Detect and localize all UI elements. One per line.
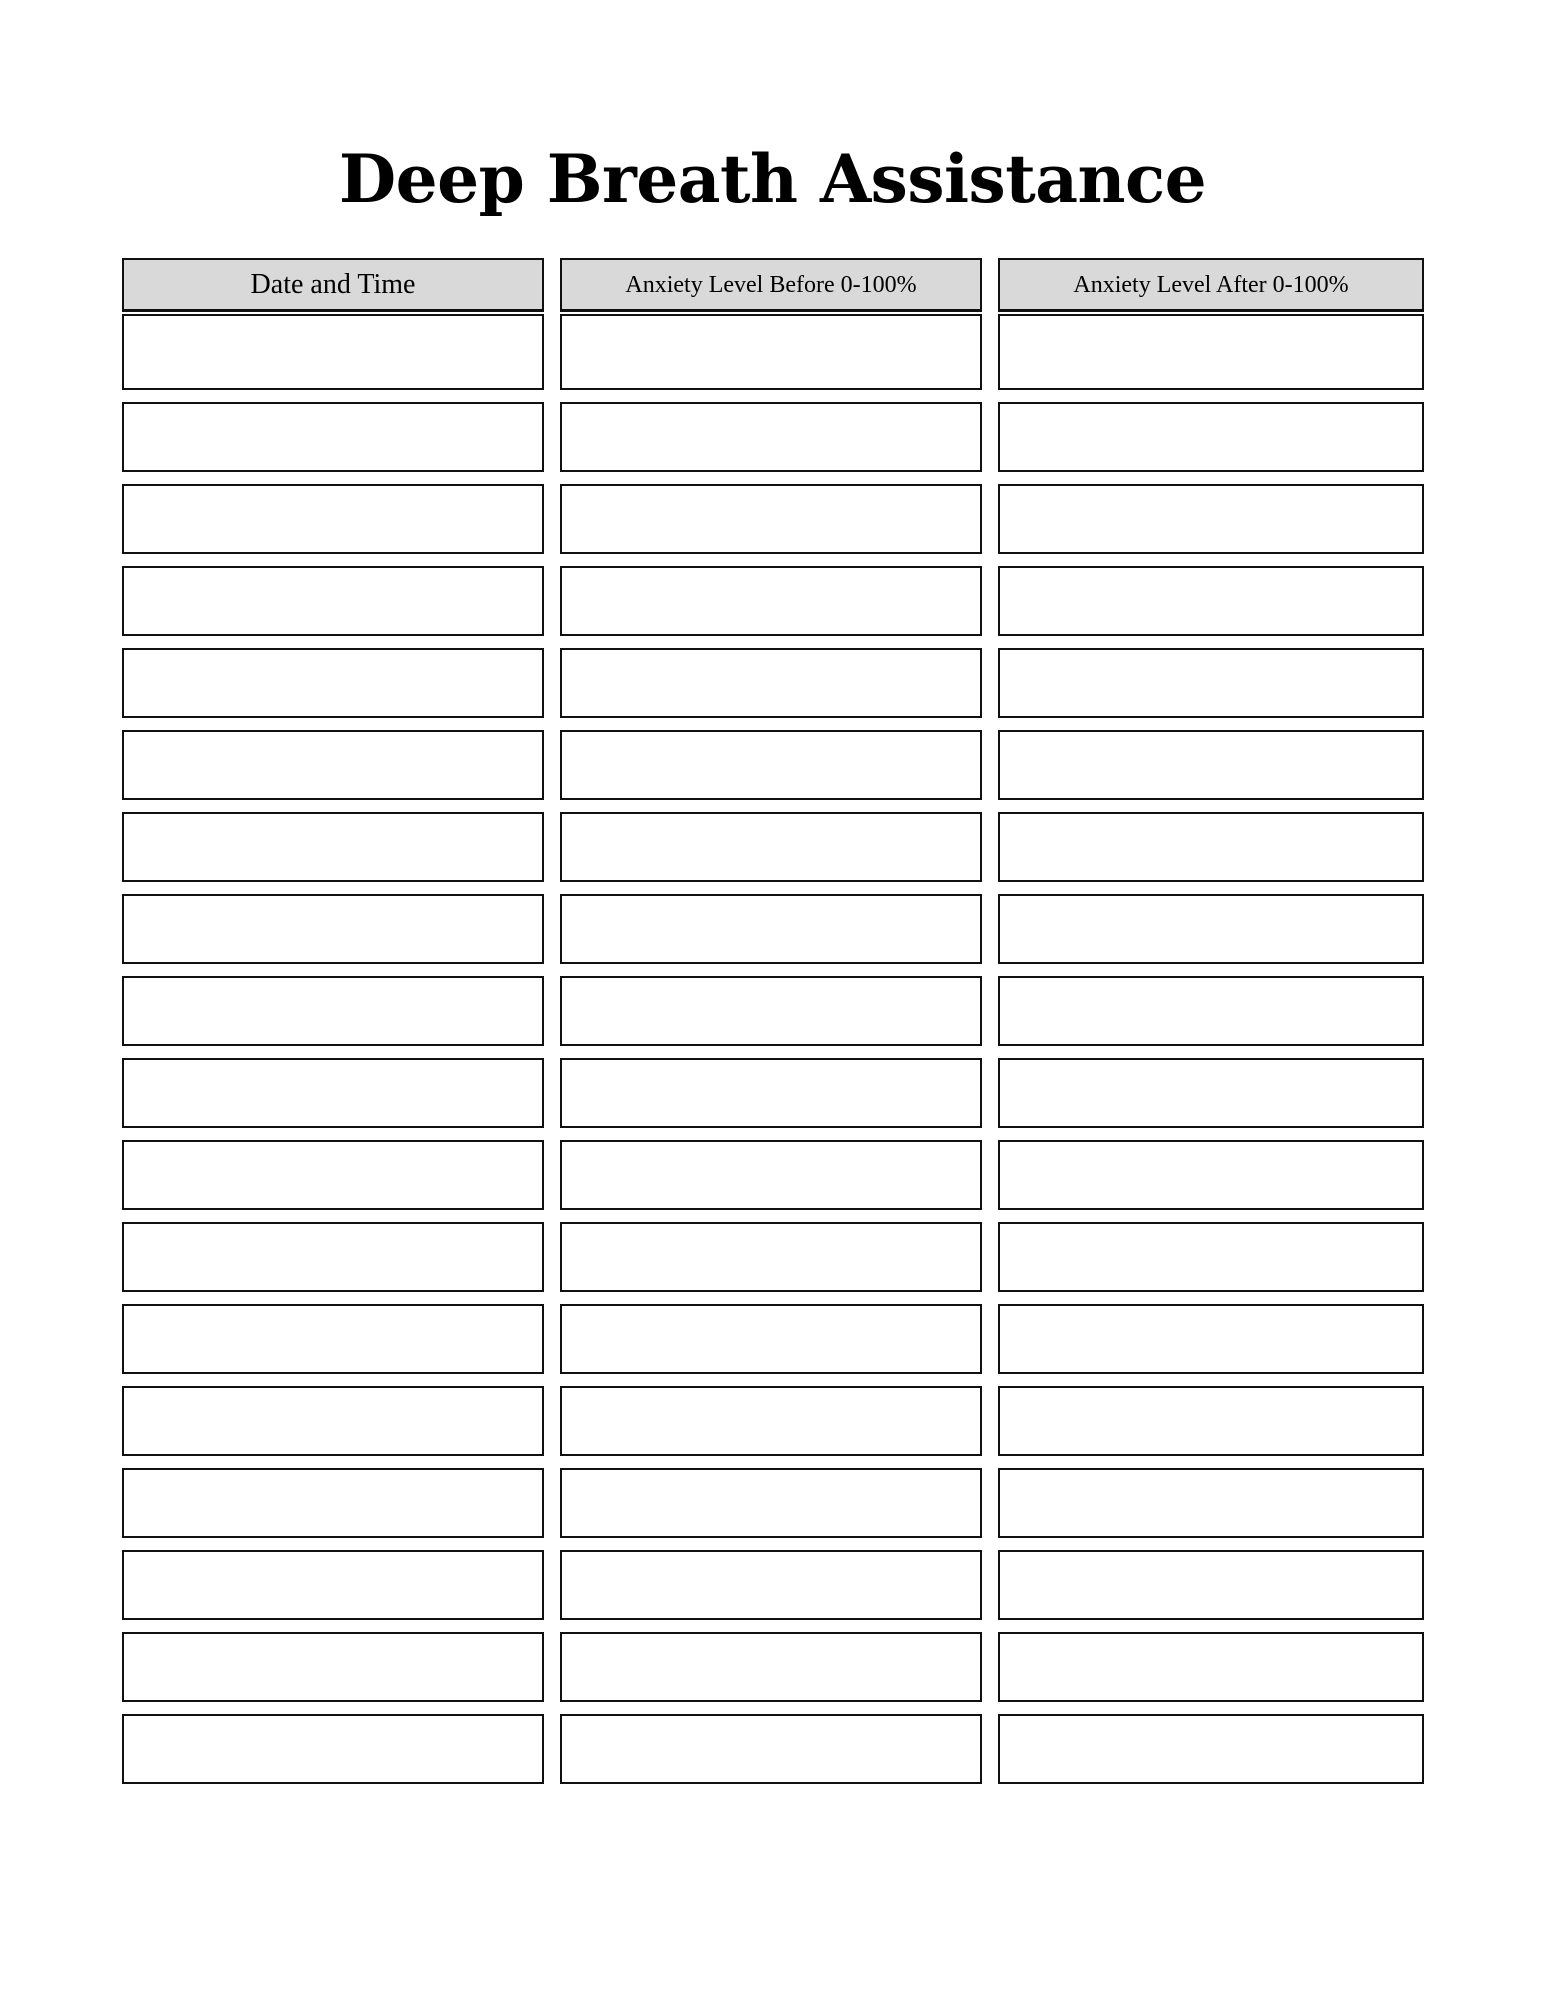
- table-cell-anxiety_level_after[interactable]: [998, 1058, 1424, 1128]
- table-cell-anxiety_level_before[interactable]: [560, 1550, 982, 1620]
- table-row: [122, 894, 1424, 964]
- table-cell-anxiety_level_after[interactable]: [998, 648, 1424, 718]
- table-cell-anxiety_level_after[interactable]: [998, 730, 1424, 800]
- table-cell-date_time[interactable]: [122, 812, 544, 882]
- table-cell-anxiety_level_before[interactable]: [560, 1386, 982, 1456]
- table-cell-anxiety_level_before[interactable]: [560, 566, 982, 636]
- table-cell-anxiety_level_after[interactable]: [998, 812, 1424, 882]
- table-cell-date_time[interactable]: [122, 894, 544, 964]
- table-cell-date_time[interactable]: [122, 730, 544, 800]
- table-row: [122, 1386, 1424, 1456]
- table-cell-anxiety_level_before[interactable]: [560, 484, 982, 554]
- table-cell-date_time[interactable]: [122, 484, 544, 554]
- table-row: [122, 402, 1424, 472]
- table-cell-date_time[interactable]: [122, 1550, 544, 1620]
- table-cell-anxiety_level_before[interactable]: [560, 1468, 982, 1538]
- column-header-label: Anxiety Level After 0-100%: [1073, 271, 1349, 298]
- table-cell-date_time[interactable]: [122, 1714, 544, 1784]
- table-cell-date_time[interactable]: [122, 1304, 544, 1374]
- table-cell-anxiety_level_after[interactable]: [998, 1222, 1424, 1292]
- table-cell-date_time[interactable]: [122, 648, 544, 718]
- table-cell-date_time[interactable]: [122, 1140, 544, 1210]
- table-cell-anxiety_level_before[interactable]: [560, 894, 982, 964]
- table-cell-anxiety_level_after[interactable]: [998, 314, 1424, 390]
- table-cell-anxiety_level_before[interactable]: [560, 1058, 982, 1128]
- table-row: [122, 1058, 1424, 1128]
- page-title: Deep Breath Assistance: [338, 140, 1207, 219]
- breathing-log-table: [122, 258, 1424, 1784]
- table-cell-anxiety_level_after[interactable]: [998, 484, 1424, 554]
- table-row: [122, 484, 1424, 554]
- table-cell-date_time[interactable]: [122, 566, 544, 636]
- table-cell-anxiety_level_after[interactable]: [998, 1140, 1424, 1210]
- table-cell-anxiety_level_after[interactable]: [998, 976, 1424, 1046]
- table-row: [122, 1632, 1424, 1702]
- table-cell-anxiety_level_before[interactable]: [560, 976, 982, 1046]
- table-body: [122, 314, 1424, 1784]
- column-header-anxiety-level-after: [998, 258, 1424, 312]
- table-row: [122, 314, 1424, 390]
- table-row: [122, 812, 1424, 882]
- table-cell-anxiety_level_before[interactable]: [560, 1222, 982, 1292]
- table-cell-date_time[interactable]: [122, 314, 544, 390]
- table-cell-anxiety_level_before[interactable]: [560, 1632, 982, 1702]
- table-row: [122, 1222, 1424, 1292]
- table-cell-anxiety_level_before[interactable]: [560, 1714, 982, 1784]
- table-cell-date_time[interactable]: [122, 1468, 544, 1538]
- table-cell-date_time[interactable]: [122, 1386, 544, 1456]
- table-cell-anxiety_level_after[interactable]: [998, 1550, 1424, 1620]
- table-header-row: [122, 258, 1424, 312]
- table-cell-anxiety_level_after[interactable]: [998, 1714, 1424, 1784]
- table-row: [122, 648, 1424, 718]
- table-cell-date_time[interactable]: [122, 1632, 544, 1702]
- table-cell-anxiety_level_after[interactable]: [998, 894, 1424, 964]
- table-row: [122, 730, 1424, 800]
- table-cell-anxiety_level_before[interactable]: [560, 1304, 982, 1374]
- table-row: [122, 1304, 1424, 1374]
- table-row: [122, 976, 1424, 1046]
- table-cell-date_time[interactable]: [122, 1222, 544, 1292]
- table-cell-anxiety_level_after[interactable]: [998, 1304, 1424, 1374]
- table-cell-anxiety_level_before[interactable]: [560, 730, 982, 800]
- table-cell-anxiety_level_after[interactable]: [998, 1632, 1424, 1702]
- column-header-date-and-time: [122, 258, 544, 312]
- table-row: [122, 566, 1424, 636]
- column-header-anxiety-level-before: [560, 258, 982, 312]
- table-cell-date_time[interactable]: [122, 976, 544, 1046]
- table-cell-anxiety_level_after[interactable]: [998, 1386, 1424, 1456]
- table-cell-anxiety_level_after[interactable]: [998, 566, 1424, 636]
- table-row: [122, 1714, 1424, 1784]
- table-cell-date_time[interactable]: [122, 402, 544, 472]
- table-cell-anxiety_level_before[interactable]: [560, 402, 982, 472]
- table-row: [122, 1550, 1424, 1620]
- table-cell-anxiety_level_before[interactable]: [560, 812, 982, 882]
- table-cell-anxiety_level_before[interactable]: [560, 1140, 982, 1210]
- table-cell-anxiety_level_before[interactable]: [560, 314, 982, 390]
- column-header-label: Date and Time: [250, 268, 416, 300]
- table-cell-anxiety_level_after[interactable]: [998, 1468, 1424, 1538]
- table-row: [122, 1140, 1424, 1210]
- table-cell-anxiety_level_before[interactable]: [560, 648, 982, 718]
- table-cell-anxiety_level_after[interactable]: [998, 402, 1424, 472]
- table-cell-date_time[interactable]: [122, 1058, 544, 1128]
- table-row: [122, 1468, 1424, 1538]
- column-header-label: Anxiety Level Before 0-100%: [625, 271, 917, 298]
